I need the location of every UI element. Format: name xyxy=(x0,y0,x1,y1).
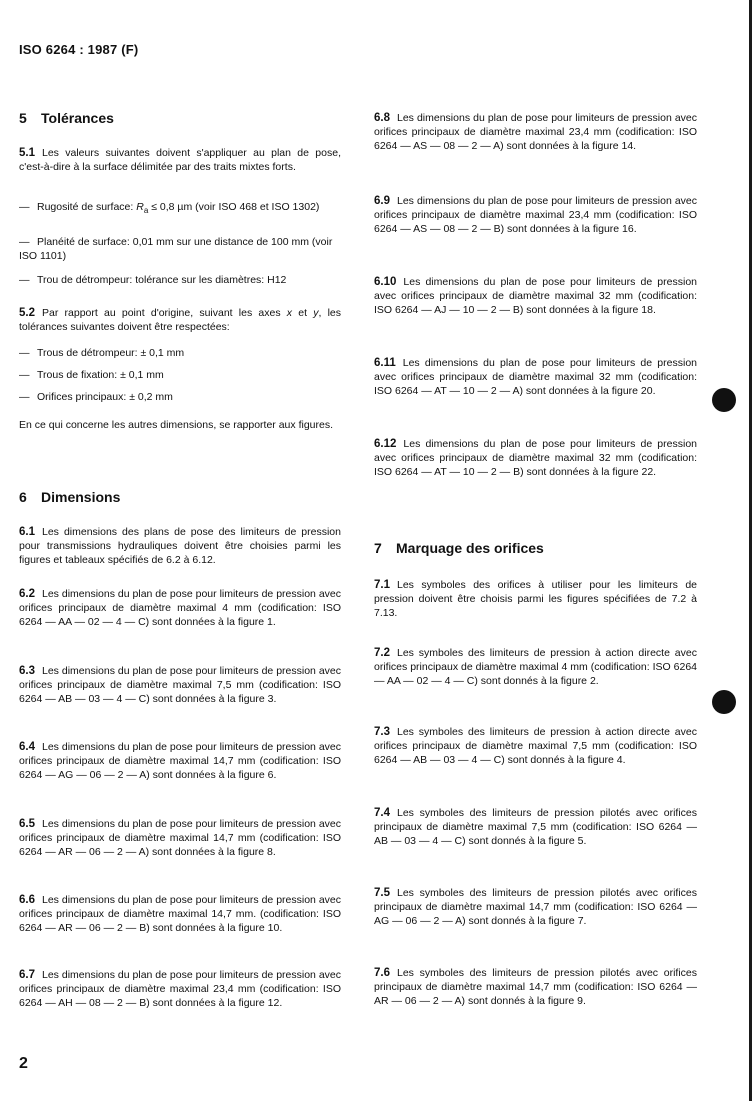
paragraph-6-11: 6.11 Les dimensions du plan de pose pour limiteurs de pression avec orifices principaux de diamètre maximal 32 mm (codification: ISO 6264 — AT — 10 — 2 — A) sont données à la figure 20. xyxy=(374,357,697,397)
dash-marker: — xyxy=(19,201,30,213)
tolerance-item-flatness: — Planéité de surface: 0,01 mm sur une distance de 100 mm (voir ISO 1101) xyxy=(19,236,333,262)
dash-marker: — xyxy=(19,369,30,381)
tolerance-item-locating-hole: — Trou de détrompeur: tolérance sur les diamètres: H12 xyxy=(19,274,287,286)
paragraph-6-6: 6.6 Les dimensions du plan de pose pour limiteurs de pression avec orifices principaux de diamètre maximal 14,7 mm. (codification: ISO 6264 — AR — 06 — 2 — B) sont données à la figure 10. xyxy=(19,894,341,934)
dash-marker: — xyxy=(19,274,30,286)
paragraph-6-1: 6.1 Les dimensions des plans de pose des limiteurs de pression pour transmissions hydrauliques doivent être choisies parmi les figures et tableaux spécifiés de 6.2 à 6.12. xyxy=(19,526,341,566)
paragraph-6-9: 6.9 Les dimensions du plan de pose pour limiteurs de pression avec orifices principaux de diamètre maximal 23,4 mm (codification: ISO 6264 — AS — 08 — 2 — B) sont données à la figure 16. xyxy=(374,195,697,235)
paragraph-6-8: 6.8 Les dimensions du plan de pose pour limiteurs de pression avec orifices principaux de diamètre maximal 23,4 mm (codification: ISO 6264 — AS — 08 — 2 — A) sont données à la figure 14. xyxy=(374,112,697,152)
paragraph-7-5: 7.5 Les symboles des limiteurs de pression pilotés avec orifices principaux de diamètre maximal 14,7 mm (codification: ISO 6264 — AG — 06 — 2 — A) sont donnés à la figure 7. xyxy=(374,887,697,927)
tolerance-item-roughness: — Rugosité de surface: $R_a \le 0,8$ µm (voir ISO 468 et ISO 1302) xyxy=(19,201,320,216)
punch-hole-mark xyxy=(712,690,736,714)
paragraph-7-2: 7.2 Les symboles des limiteurs de pression à action directe avec orifices principaux de diamètre maximal 4 mm (codification: ISO 6264 — AA — 02 — 4 — C) sont donnés à la figure 2. xyxy=(374,647,697,687)
section-number: 6 xyxy=(19,489,27,505)
paragraph-6-5: 6.5 Les dimensions du plan de pose pour limiteurs de pression avec orifices principaux de diamètre maximal 14,7 mm (codification: ISO 6264 — AR — 06 — 2 — A) sont données à la figure 8. xyxy=(19,818,341,858)
paragraph-6-2: 6.2 Les dimensions du plan de pose pour limiteurs de pression avec orifices principaux de diamètre maximal 4 mm (codification: ISO 6264 — AA — 02 — 4 — C) sont données à la figure 1. xyxy=(19,588,341,628)
paragraph-5-2: 5.2 Par rapport au point d'origine, suivant les axes x et y, les tolérances suivantes doivent être respectées: xyxy=(19,307,341,333)
paragraph-6-3: 6.3 Les dimensions du plan de pose pour limiteurs de pression avec orifices principaux de diamètre maximal 7,5 mm (codification: ISO 6264 — AB — 03 — 4 — C) sont données à la figure 3. xyxy=(19,665,341,705)
paragraph-5-1 xyxy=(19,147,341,175)
paragraph-number: 5.1 xyxy=(19,147,35,159)
dash-marker: — xyxy=(19,236,30,248)
paragraph-6-10: 6.10 Les dimensions du plan de pose pour limiteurs de pression avec orifices principaux de diamètre maximal 32 mm (codification: ISO 6264 — AJ — 10 — 2 — B) sont données à la figure 18. xyxy=(374,276,697,316)
paragraph-6-4: 6.4 Les dimensions du plan de pose pour limiteurs de pression avec orifices principaux de diamètre maximal 14,7 mm (codification: ISO 6264 — AG — 06 — 2 — A) sont données à la figure 6. xyxy=(19,741,341,781)
paragraph-7-1: 7.1 Les symboles des orifices à utiliser pour les limiteurs de pression doivent être choisis parmi les figures spécifiées de 7.2 à 7.13. xyxy=(374,579,697,619)
section-6-heading xyxy=(19,489,120,505)
section-title: Dimensions xyxy=(41,489,121,505)
paragraph-7-6: 7.6 Les symboles des limiteurs de pression pilotés avec orifices principaux de diamètre maximal 14,7 mm (codification: ISO 6264 — AR — 06 — 2 — A) sont donnés à la figure 9. xyxy=(374,967,697,1007)
paragraph-7-3: 7.3 Les symboles des limiteurs de pression à action directe avec orifices principaux de diamètre maximal 7,5 mm (codification: ISO 6264 — AB — 03 — 4 — C) sont donnés à la figure 4. xyxy=(374,726,697,766)
dash-marker: — xyxy=(19,391,30,403)
paragraph-number: 5.2 xyxy=(19,307,35,319)
section-number: 7 xyxy=(374,540,382,556)
dash-marker: — xyxy=(19,347,30,359)
section-number: 5 xyxy=(19,110,27,126)
section-7-heading xyxy=(374,540,544,556)
paragraph-text: Les valeurs suivantes doivent s'appliquer au plan de pose, c'est-à-dire à la surface délimitée par des traits mixtes forts. xyxy=(19,147,341,173)
punch-hole-mark xyxy=(712,388,736,412)
paragraph-6-7: 6.7 Les dimensions du plan de pose pour limiteurs de pression avec orifices principaux de diamètre maximal 23,4 mm (codification: ISO 6264 — AH — 08 — 2 — B) sont données à la figure 12. xyxy=(19,969,341,1009)
page-header: ISO 6264 : 1987 (F) xyxy=(19,42,139,57)
paragraph-5-closing: En ce qui concerne les autres dimensions, se rapporter aux figures. xyxy=(19,419,334,431)
section-title: Marquage des orifices xyxy=(396,540,544,556)
tolerance-item-fixing-holes: — Trous de fixation: ± 0,1 mm xyxy=(19,369,164,381)
section-5-heading xyxy=(19,110,114,126)
page-number: 2 xyxy=(19,1055,28,1072)
paragraph-6-12: 6.12 Les dimensions du plan de pose pour limiteurs de pression avec orifices principaux de diamètre maximal 32 mm (codification: ISO 6264 — AT — 10 — 2 — B) sont données à la figure 22. xyxy=(374,438,697,478)
tolerance-item-main-ports: — Orifices principaux: ± 0,2 mm xyxy=(19,391,173,403)
section-title: Tolérances xyxy=(41,110,114,126)
paragraph-7-4: 7.4 Les symboles des limiteurs de pression pilotés avec orifices principaux de diamètre maximal 7,5 mm (codification: ISO 6264 — AB — 03 — 4 — C) sont donnés à la figure 5. xyxy=(374,807,697,847)
tolerance-item-locating-holes: — Trous de détrompeur: ± 0,1 mm xyxy=(19,347,185,359)
